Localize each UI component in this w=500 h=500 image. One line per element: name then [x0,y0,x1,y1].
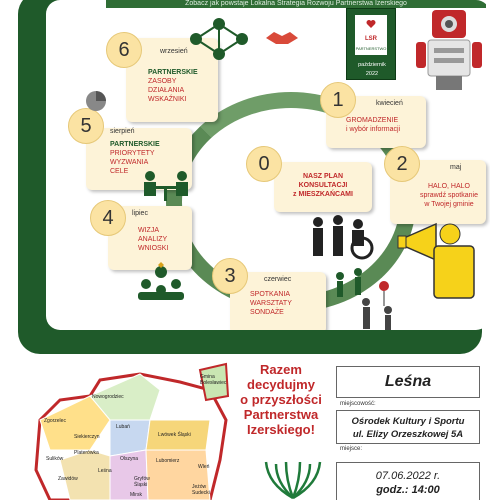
step-2-item-2: sprawdź spotkanie [420,192,478,199]
step-1-item-1: GROMADZENIE [346,117,399,124]
map-region-label: Gmina Bolesławiec [200,374,227,386]
header-strip: Zobacz jak powstaje Lokalna Strategia Rozwoju Partnerstwa Izerskiego [106,0,486,8]
place-label: miejsce: [340,446,363,452]
heart-icon [366,19,376,29]
event-place-line-1: Ośrodek Kultury i Sportu [351,416,465,427]
slogan-line-3: o przyszłości [240,392,322,407]
partnership-logo-icon [258,454,328,500]
step-1-number: 1 [320,82,356,118]
step-5-month: sierpień [110,128,135,135]
network-people-icon [184,14,254,64]
event-date: 07.06.2022 r. [375,470,441,482]
step-5-number: 5 [68,108,104,144]
step-1-month: kwiecień [376,100,403,107]
step-3-month: czerwiec [264,276,292,283]
event-place-line-2: ul. Elizy Orzeszkowej 5A [352,429,464,440]
step-4-number: 4 [90,200,126,236]
step-4-month: lipiec [132,210,148,217]
map-region-label: Sulików [46,456,64,462]
map-region-label: Mirsk [130,492,142,498]
map-region-label: Olszyna [120,456,139,462]
event-town: Leśna [384,373,432,390]
step-6-number: 6 [106,32,142,68]
town-label: miejscowość: [340,401,376,407]
lsr-brand: LSR [365,36,377,42]
pie-chart-icon [84,88,112,112]
step-6-month: wrzesień [160,48,188,55]
step-5-heading: PARTNERSKIE [110,141,160,148]
slogan-line-1: Razem [260,362,302,377]
date-box [336,462,480,500]
place-box [336,410,480,444]
step-5-item-1: PRIORYTETY [110,150,155,157]
step-4-item-1: WIZJA [138,227,159,234]
map-region-label: Nowogrodziec [92,394,124,400]
map-region-label: Wleń [198,464,210,470]
map-region-label: Jeżów Sudecki [192,484,210,496]
step-2-number: 2 [384,146,420,182]
map-region-label: Lubomierz [156,458,180,464]
step-6-heading: PARTNERSKIE [148,69,198,76]
map-region-label: Platerówka [74,450,99,456]
map-labels [30,360,230,500]
step-2-item-1: HALO, HALO [427,183,470,190]
slogan-line-4: Partnerstwa [243,407,319,422]
step-3-item-1: SPOTKANIA [250,291,291,298]
slogan-line-5: Izerskiego! [247,422,315,437]
megaphone-icon [396,216,486,306]
step-5-item-3: CELE [110,168,129,175]
map-region-label: Leśna [98,468,112,474]
robot-icon [414,8,484,92]
slogan-line-2: decydujmy [247,377,315,392]
event-time: godz.: 14:00 [376,484,440,496]
lsr-date [347,61,397,79]
step-4-item-2: ANALIZY [138,236,168,243]
lsr-subtitle: PARTNERSTWO IZERSKIE [355,46,387,60]
slogan [228,362,334,437]
map-region-label: Zawidów [58,476,78,482]
step-6-item-3: WSKAŹNIKI [148,96,187,103]
infographic-board [18,0,482,354]
infographic-panel [46,0,490,330]
step-3-item-2: WARSZTATY [250,300,292,307]
step-5-item-2: WYZWANIA [110,159,149,166]
map-region-label: Lubań [116,424,130,430]
lsr-date-line-2: 2022 [365,71,379,77]
center-line-1: NASZ PLAN [302,173,344,180]
step-6-item-2: DZIAŁANIA [148,87,185,94]
map-region-label: Lwówek Śląski [158,432,191,438]
center-line-2: KONSULTACJI [298,182,348,189]
lsr-poster [346,8,396,80]
step-4-item-3: WNIOSKI [138,245,169,252]
step-3-item-3: SONDAŻE [250,309,284,316]
step-1-item-2: i wybór informacji [346,126,401,133]
step-3-number: 3 [212,258,248,294]
step-2-item-3: w Twojej gminie [424,201,474,208]
map-region-label: Zgorzelec [44,418,66,424]
group-discussion-icon [136,262,186,302]
step-0-number: 0 [246,146,282,182]
lsr-date-line-1: październik [358,62,386,68]
meeting-table-icon [138,170,194,202]
map-region-label: Siekierczyn [74,434,100,440]
map-region-label: Gryfów Śląski [134,476,150,488]
handshake-icon [264,26,300,48]
step-6-item-1: ZASOBY [148,78,177,85]
center-line-3: z MIESZKAŃCAMI [293,191,353,198]
town-box [336,366,480,398]
step-2-month: maj [450,164,462,171]
lsr-poster-paper [355,15,387,60]
center-plan-card [274,162,372,212]
